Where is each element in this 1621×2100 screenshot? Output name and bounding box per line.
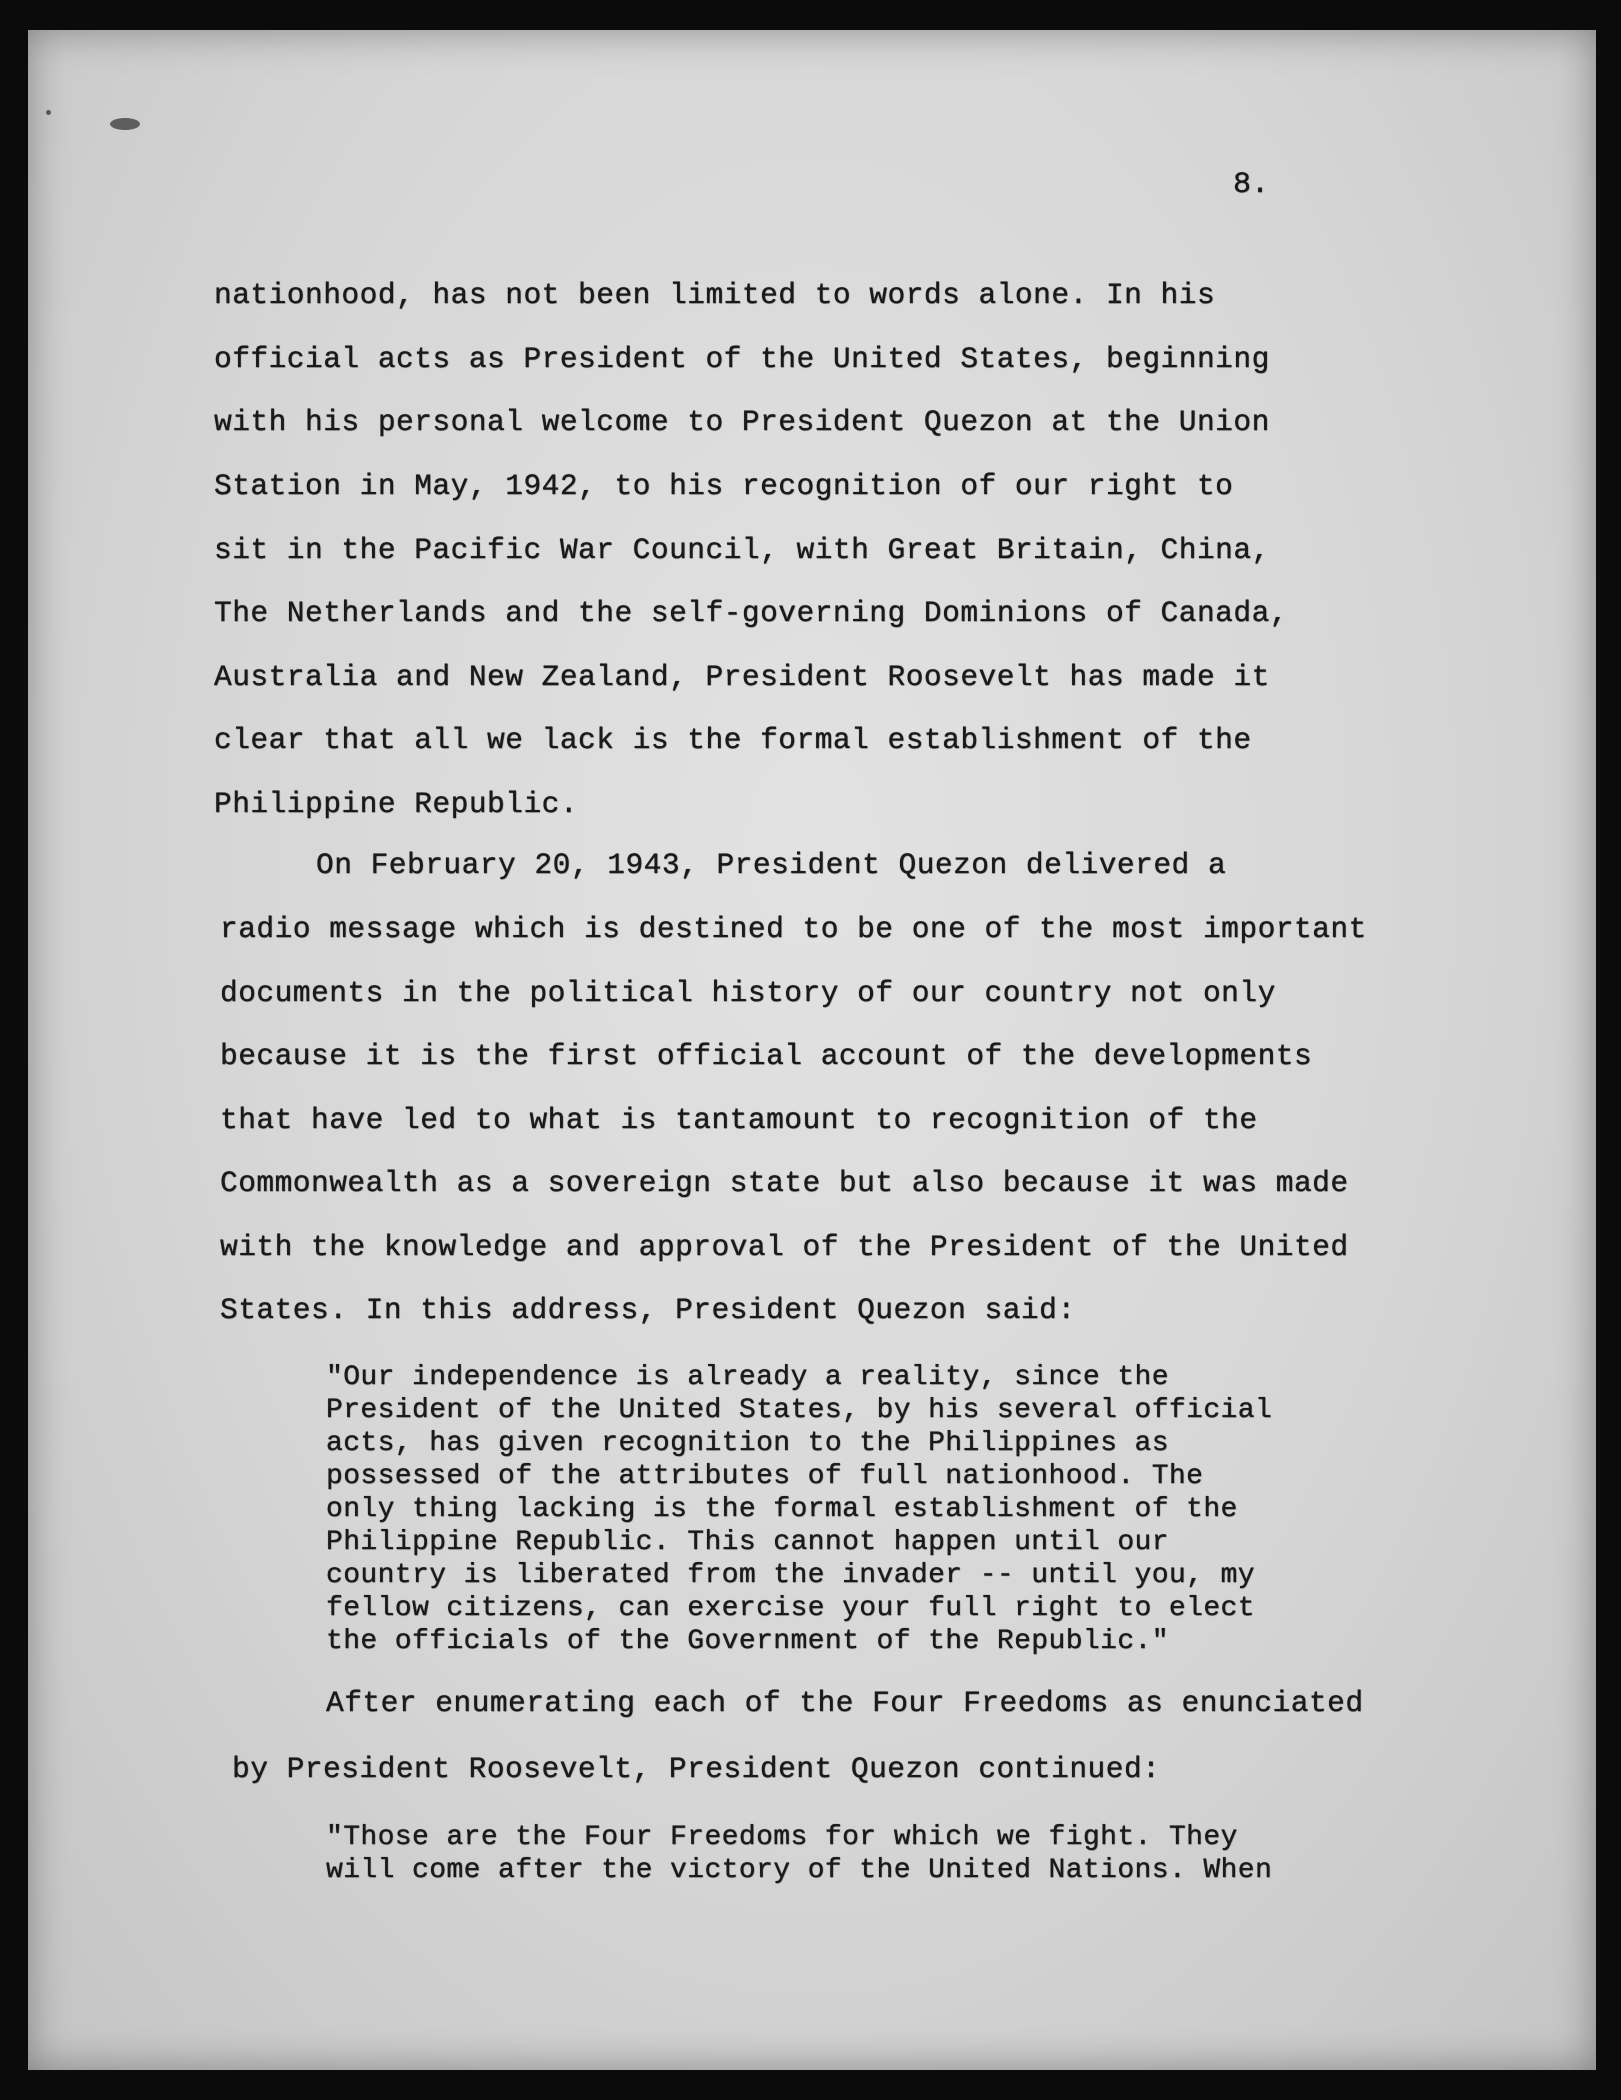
body-line: by President Roosevelt, President Quezon continued:: [232, 1752, 1161, 1786]
body-line: Australia and New Zealand, President Roosevelt has made it: [214, 660, 1270, 694]
quote-line: only thing lacking is the formal establishment of the: [326, 1494, 1238, 1525]
quote-line: "Our independence is already a reality, since the: [326, 1362, 1169, 1393]
body-line: radio message which is destined to be one of the most important: [220, 912, 1367, 946]
body-line: On February 20, 1943, President Quezon delivered a: [316, 848, 1227, 882]
body-line: Station in May, 1942, to his recognition of our right to: [214, 469, 1234, 503]
paper-sheet: [28, 30, 1596, 2070]
quote-line: fellow citizens, can exercise your full right to elect: [326, 1593, 1255, 1624]
body-line: clear that all we lack is the formal establishment of the: [214, 723, 1252, 757]
quote-line: the officials of the Government of the Republic.": [326, 1626, 1169, 1657]
body-line: Commonwealth as a sovereign state but also because it was made: [220, 1166, 1349, 1200]
body-line: After enumerating each of the Four Freedoms as enunciated: [326, 1686, 1364, 1720]
ink-smudge: [110, 118, 140, 130]
quote-line: possessed of the attributes of full nationhood. The: [326, 1461, 1204, 1492]
body-line: documents in the political history of our country not only: [220, 976, 1276, 1010]
body-line: with his personal welcome to President Quezon at the Union: [214, 405, 1270, 439]
body-line: that have led to what is tantamount to recognition of the: [220, 1103, 1258, 1137]
quote-line: will come after the victory of the United Nations. When: [326, 1855, 1273, 1886]
quote-line: Philippine Republic. This cannot happen until our: [326, 1527, 1169, 1558]
quote-line: country is liberated from the invader -- until you, my: [326, 1560, 1255, 1591]
quote-line: "Those are the Four Freedoms for which we fight. They: [326, 1822, 1238, 1853]
quote-line: acts, has given recognition to the Philippines as: [326, 1428, 1169, 1459]
body-line: States. In this address, President Quezon said:: [220, 1293, 1076, 1327]
body-line: nationhood, has not been limited to words alone. In his: [214, 278, 1216, 312]
body-line: because it is the first official account of the developments: [220, 1039, 1313, 1073]
ink-speck: [46, 110, 51, 115]
page-number: 8.: [1233, 168, 1270, 202]
body-line: sit in the Pacific War Council, with Great Britain, China,: [214, 533, 1270, 567]
body-line: Philippine Republic.: [214, 787, 579, 821]
body-line: The Netherlands and the self-governing Dominions of Canada,: [214, 596, 1288, 630]
quote-line: President of the United States, by his several official: [326, 1395, 1273, 1426]
body-line: with the knowledge and approval of the President of the United: [220, 1230, 1349, 1264]
body-line: official acts as President of the United States, beginning: [214, 342, 1270, 376]
